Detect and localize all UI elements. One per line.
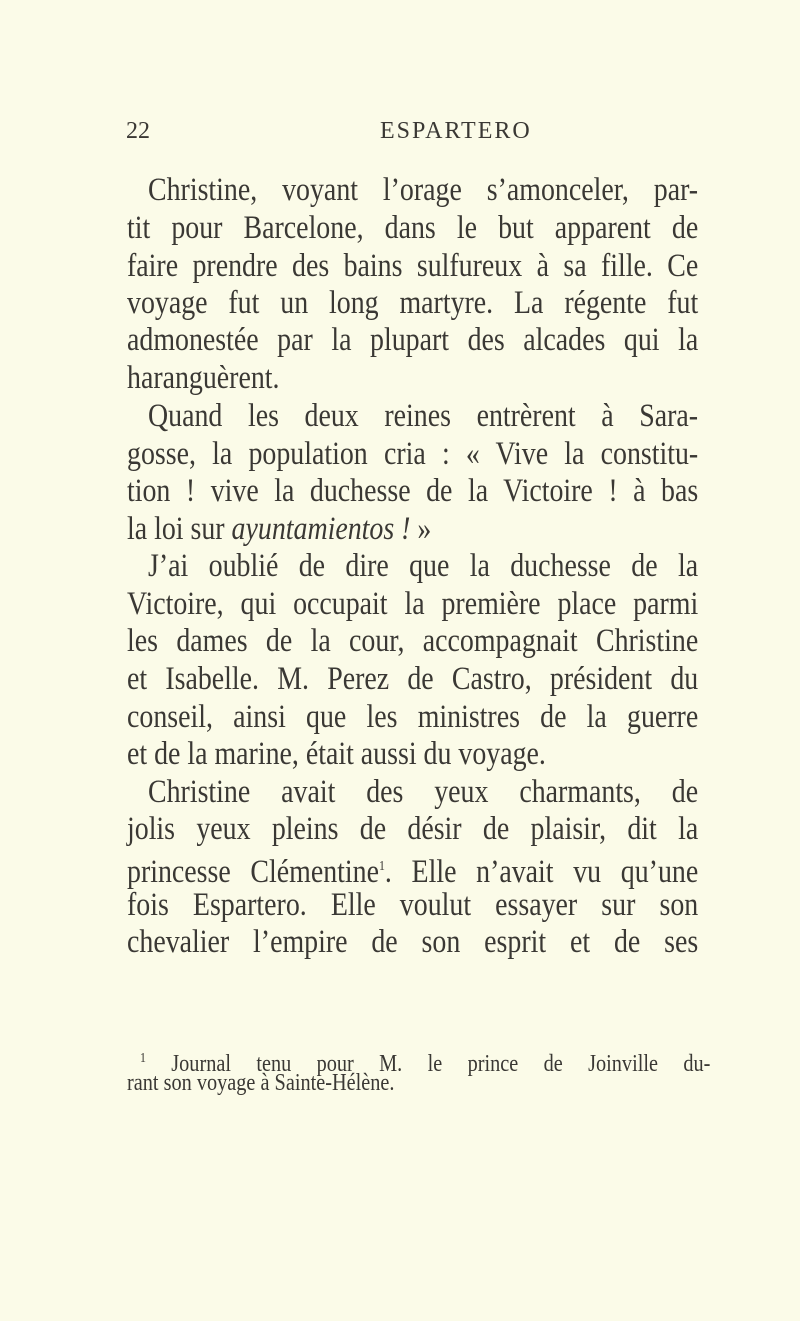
text-line: et de la marine, était aussi du voyage. <box>127 736 546 772</box>
text-line: tion ! vive la duchesse de la Victoire ! à bas <box>127 473 699 509</box>
text-line: Victoire, qui occupait la première place parmi <box>127 586 699 622</box>
text-line: admonestée par la plupart des alcades qui la <box>127 322 699 358</box>
text-line: Christine, voyant l’orage s’amonceler, par- <box>148 172 699 208</box>
text-line: Christine avait des yeux charmants, de <box>148 774 699 810</box>
text-line: fois Espartero. Elle voulut essayer sur son <box>127 887 699 923</box>
text-span: . Elle n’avait vu qu’une <box>384 854 699 890</box>
text-line: les dames de la cour, accompagnait Christine <box>127 623 699 659</box>
footnote-ref: 1 <box>378 859 385 874</box>
text-line: gosse, la population cria : « Vive la constitu- <box>127 436 699 472</box>
text-line: et Isabelle. M. Perez de Castro, président du <box>127 661 699 697</box>
text-line: voyage fut un long martyre. La régente fut <box>127 285 699 321</box>
text-line: tit pour Barcelone, dans le but apparent de <box>127 210 699 246</box>
footnote-line: rant son voyage à Sainte-Hélène. <box>127 1070 395 1096</box>
text-span: Journal tenu pour M. le prince de Joinville du- <box>171 1051 711 1077</box>
text-line: haranguèrent. <box>127 360 280 396</box>
text-line: Quand les deux reines entrèrent à Sara- <box>148 398 699 434</box>
italic-term: ayuntamientos ! <box>231 511 411 547</box>
page-number: 22 <box>126 118 150 144</box>
text-line: conseil, ainsi que les ministres de la guerre <box>127 699 699 735</box>
text-line <box>127 848 698 891</box>
text-line <box>127 510 698 548</box>
footnote-marker: 1 <box>140 1051 146 1066</box>
text-span: la loi sur <box>127 511 232 547</box>
text-line: chevalier l’empire de son esprit et de ses <box>127 924 699 960</box>
text-line: jolis yeux pleins de désir de plaisir, dit la <box>127 811 699 847</box>
running-title: ESPARTERO <box>380 118 532 144</box>
text-line: faire prendre des bains sulfureux à sa fille. Ce <box>127 248 699 284</box>
text-span: » <box>410 511 432 547</box>
text-span: princesse Clémentine <box>127 854 379 890</box>
text-line: J’ai oublié de dire que la duchesse de la <box>148 548 699 584</box>
